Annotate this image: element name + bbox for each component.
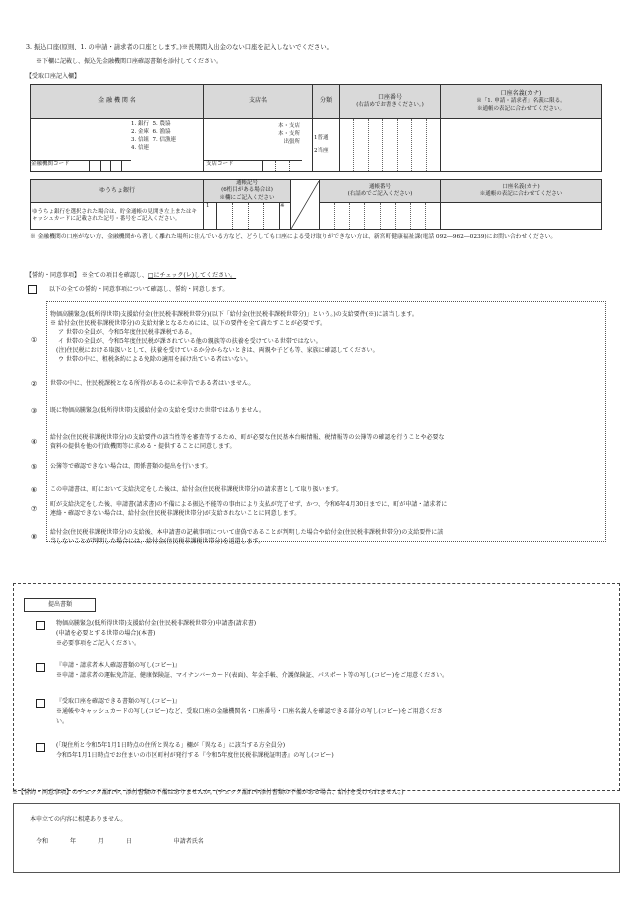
yucho-instruction: ゆうちょ銀行を選択された場合は、貯金通帳の見開き左上またはキャッシュカードに記載された記号・番号をご記入ください。 [31, 203, 204, 230]
yucho-holder-label: 口座名義(カナ) [502, 183, 540, 190]
remote-note: ※ 金融機関の口座がない方、金融機関から著しく離れた場所に住んでいる方など、どうしても口座による受け取りができない方は、新宮町健康福祉課(電話 092―962―0239)にお問い合わせください。 [30, 234, 557, 240]
category-cell[interactable] [313, 119, 340, 172]
branch-type-shutchojo: 出張所 [283, 138, 300, 145]
pledge-item-line: ※ 給付金(住民税非課税世帯分)の支給対象となるためには、以下の要件を全て満たすことが必要です。 [50, 320, 327, 327]
holder-cell[interactable] [441, 119, 602, 172]
category-header: 分類 [313, 85, 340, 119]
pledge-item-number: ④ [31, 438, 38, 446]
section3-heading: 3. 振込口座(原則、1. の申請・請求者の口座とします。)※長期間入出金のない口座を記入しないでください。 [26, 44, 333, 51]
institution-code-row [31, 160, 131, 171]
agree-all-label: 以下の全ての誓約・同意事項について確認し、誓約・同意します。 [48, 286, 229, 293]
pledge-item-line: (注)住民税における取扱いとして、扶養を受けているか分からないときは、両親や子ども等、家族に確認してください。 [56, 347, 379, 354]
account-number-note: (右詰めでお書きください。) [356, 101, 424, 108]
yucho-holder-note: ※通帳の表記に合わせてください [479, 191, 563, 198]
pledge-item-line: ア 世帯の全員が、令和5年度住民税非課税である。 [58, 329, 196, 336]
branch-type-honshisho: 本・支所 [277, 130, 300, 137]
document-checkbox[interactable] [36, 663, 45, 672]
yucho-symbol-note-2: ※欄にご記入ください [219, 194, 275, 201]
pledge-item-line: ウ 世帯の中に、租税条約による免除の適用を届け出ている者はいない。 [58, 356, 252, 363]
code-digit[interactable] [90, 161, 101, 171]
yucho-symbol-label: 通帳記号 [235, 180, 258, 186]
account-number-cell[interactable] [340, 119, 441, 172]
pledge-item-number: ① [31, 336, 38, 344]
bank-form-title: 【受取口座記入欄】 [26, 73, 81, 80]
document-checkbox[interactable] [36, 621, 45, 630]
category-ordinary: 1普通 [314, 134, 329, 141]
yucho-symbol-cell[interactable] [204, 203, 291, 230]
pledge-item-line: イ 世帯の全員が、令和5年度住民税が課されている他の親族等の扶養を受けている世帯ではない。 [58, 338, 322, 345]
institution-cell[interactable] [31, 119, 204, 172]
agree-all-checkbox[interactable] [28, 285, 37, 294]
document-line: (申請を必要とする世帯の場合)(本書) [56, 630, 156, 637]
month-label[interactable]: 月 [97, 838, 104, 845]
pledge-item-line: 資料の提供を他の行政機関等に求める・提供することに同意します。 [50, 443, 236, 450]
type-shinkumi: 3. 信組 [131, 136, 149, 143]
pledge-item-number: ⑧ [31, 533, 38, 541]
pledge-item-number: ⑤ [31, 463, 38, 471]
agree-all-row [28, 285, 228, 294]
pledge-item-line: 公簿等で確認できない場合は、関係書類の提出を行います。 [50, 463, 212, 470]
yucho-star: ※ [280, 203, 285, 210]
yucho-holder-header [441, 180, 602, 203]
type-shinren: 4. 信連 [131, 144, 149, 151]
diagonal-cell [291, 180, 320, 230]
date-row [36, 838, 204, 846]
code-digit[interactable] [122, 161, 132, 171]
pledge-item-number: ③ [31, 407, 38, 415]
pledge-item-number: ⑥ [31, 486, 38, 494]
footer-warning: ※【誓約・同意事項】のチェック漏れや、添付書類の不備はありませんか。(チェック漏れや添付書類の不備がある場合、給付を受けられません。) [12, 789, 404, 796]
branch-code-row [204, 160, 302, 171]
code-digit[interactable] [290, 161, 302, 171]
document-line: い。 [56, 718, 69, 725]
pledge-title-check: □にチェック(レ)してください。 [147, 272, 237, 279]
institution-code-label: 金融機関コード [31, 161, 90, 171]
type-nokyo: 5. 農協 [152, 121, 171, 127]
yucho-bank-header: ゆうちょ銀行 [31, 180, 204, 203]
document-line: 『受取口座を確認できる書類の写し(コピー)』 [56, 698, 181, 705]
bank-account-table [30, 84, 602, 170]
pledge-title-prefix: 【誓約・同意事項】 ※全ての項目を確認し、 [26, 272, 148, 279]
pledge-item-line: 給付金(住民税非課税世帯分)の支給要件の該当性等を審査等するため、町が必要な住民基本台帳情報、税情報等の公簿等の確認を行うことや必要な [50, 434, 445, 441]
code-digit[interactable] [111, 161, 122, 171]
document-line: ※通帳やキャッシュカードの写し(コピー)など、受取口座の金融機関名・口座番号・口座名義人を確認できる部分の写し(コピー)をご用意くださ [56, 708, 443, 715]
account-number-label: 口座番号 [377, 93, 402, 101]
holder-header [441, 85, 602, 119]
yucho-symbol-note-1: (6桁目がある場合は) [221, 187, 273, 194]
branch-types [278, 123, 300, 147]
yucho-number-note: (右詰めでご記入ください) [347, 191, 413, 198]
institution-header: 金 融 機 関 名 [31, 85, 204, 119]
pledge-item-line: この申請書は、町において支給決定をした後は、給付金(住民税非課税世帯分)の請求書として取り扱います。 [50, 486, 343, 493]
document-checkbox[interactable] [36, 743, 45, 752]
document-line: 令和5年1月1日時点でお住まいの市区町村が発行する『令和5年度住民税非課税証明書』の写し(コピー) [56, 752, 334, 759]
pledge-item-line: 世帯の中に、住民税課税となる所得があるのに未申告である者はいません。 [50, 380, 255, 387]
code-digit[interactable] [276, 161, 289, 171]
yucho-number-header [320, 180, 441, 203]
year-label[interactable]: 年 [69, 838, 76, 845]
era-label: 令和 [36, 838, 49, 845]
yucho-number-label: 通帳番号 [368, 183, 391, 190]
type-shingyoren: 7. 信漁連 [152, 136, 176, 143]
holder-note-1: ※「1. 申請・請求者」名義に限る。 [476, 98, 566, 105]
yucho-table [30, 179, 602, 227]
day-label[interactable]: 日 [125, 838, 132, 845]
yucho-symbol-prefix: 1 [204, 203, 217, 229]
document-line: ※申請・請求者の運転免許証、健康保険証、マイナンバーカード(表面)、年金手帳、介護保険証、パスポート等の写し(コピー)をご用意ください。 [56, 672, 449, 679]
type-bank: 1. 銀行 [131, 121, 149, 127]
type-gyokyo: 6. 漁協 [152, 128, 171, 135]
pledge-item-line: 既に物価高騰緊急(低所得世帯)支援給付金の支給を受けた世帯ではありません。 [50, 407, 266, 414]
account-number-header [340, 85, 441, 119]
pledge-item-line: 給付金(住民税非課税世帯分)の支給後、本申請書の記載事項について虚偽であることが判明した場合や給付金(住民税非課税世帯分)の支給要件に該 [50, 529, 444, 536]
document-line: ※必要事項をご記入ください。 [56, 640, 141, 647]
pledge-item-line: 当しないことが判明した場合には、給付金(住民税非課税世帯分)を返還します。 [50, 538, 265, 545]
yucho-number-cell[interactable] [320, 203, 441, 230]
pledge-item-number: ② [31, 380, 38, 388]
branch-cell[interactable] [204, 119, 313, 172]
yucho-holder-cell[interactable] [441, 203, 602, 230]
pledge-item-line: 物価高騰緊急(低所得世帯)支援給付金(住民税非課税世帯分)(以下「給付金(住民税非課税世帯分)」という。)の支給要件(※)に該当します。 [50, 311, 418, 318]
code-digit[interactable] [263, 161, 276, 171]
branch-header: 支店名 [204, 85, 313, 119]
type-kinko: 2. 金庫 [131, 128, 149, 135]
holder-note-2: ※通帳の表記に合わせてください。 [476, 105, 565, 112]
document-line: 物価高騰緊急(低所得世帯)支援給付金(住民税非課税世帯分)申請書(請求書) [56, 620, 257, 627]
document-line: (「現住所と令和5年1月1日時点の住所と異なる」欄が「異なる」に該当する方全員分) [56, 742, 286, 749]
branch-code-label: 支店コード [204, 161, 263, 171]
category-current: 2当座 [314, 148, 329, 154]
code-digit[interactable] [101, 161, 112, 171]
institution-types [131, 121, 176, 153]
section3-note: ※下欄に記載し、振込先金融機関口座確認書類を添付してください。 [36, 58, 223, 65]
document-checkbox[interactable] [36, 699, 45, 708]
holder-label: 口座名義(カナ) [500, 90, 542, 98]
yucho-symbol-header [204, 180, 291, 203]
pledge-title [26, 272, 236, 280]
branch-type-honshiten: 本・支店 [277, 123, 300, 129]
documents-title: 提出書類 [24, 598, 96, 612]
signer-label[interactable]: 申請者氏名 [173, 838, 204, 845]
pledge-item-line: 連絡・確認できない場合は、給付金(住民税非課税世帯分)が支給されないことに同意します。 [50, 510, 301, 517]
confirm-text: 本申立ての内容に相違ありません。 [30, 816, 127, 823]
pledge-item-number: ⑦ [31, 505, 38, 513]
pledge-item-line: 町が支給決定をした後、申請書(請求書)の不備による振込不能等の事由により支払が完了せず、かつ、令和6年4月30日までに、町が申請・請求者に [50, 501, 448, 508]
document-line: 『申請・請求者本人確認書類の写し(コピー)』 [56, 662, 181, 669]
